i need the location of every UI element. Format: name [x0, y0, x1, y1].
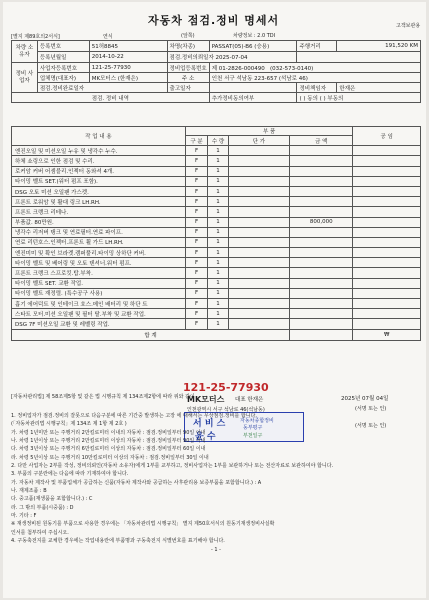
row-amount [290, 268, 353, 278]
col-amount-header: 금 액 [290, 136, 353, 146]
row-unit-price [228, 207, 289, 217]
signature-1: (서명 또는 인) [355, 406, 387, 412]
mechanic-label: 정비책임자 [297, 83, 337, 93]
row-description: 흡기 에어덕트 및 인테이크 호스.메인 배터리 및 하단 트 [12, 299, 186, 309]
work-items-body [12, 146, 421, 329]
row-amount [290, 319, 353, 329]
serial-label: 연식 [103, 34, 113, 40]
row-description: 타이밍 벨트 SET. 교환 작업. [12, 278, 186, 288]
work-items-table [11, 126, 421, 341]
seal-line-2: 자동차종합정비 [240, 418, 274, 424]
row-labor [353, 146, 421, 156]
table-row [12, 207, 421, 217]
row-quantity: 1 [208, 227, 228, 237]
row-quantity: 1 [208, 237, 228, 247]
total-mark: ₩ [353, 329, 421, 340]
row-amount [290, 237, 353, 247]
row-labor [353, 319, 421, 329]
table-row [12, 146, 421, 156]
row-amount [290, 248, 353, 258]
row-category: F [185, 227, 207, 237]
plate-value: 51허8845 [89, 41, 167, 52]
note-line: 나. 차령 1년이상 또는 주행거리 2만킬로미터 이상의 자동차 : 점검.정비일부터 90일 이내 [11, 438, 206, 445]
shopreg-value: 제 01-2826-000490 [211, 65, 265, 72]
bizno-label: 사업자등록번호 [37, 63, 89, 73]
row-category: F [185, 268, 207, 278]
note-line: 2. 다만 사업자는 2부를 작성, 정비의뢰인(자동차 소유자)에게 1부를 교부하고, 정비사업자는 1부를 보관하거나 또는 전산자료로 보관하여야 합니다. [11, 463, 334, 470]
row-description: 엔진오일 및 미션오일 누유 및 냉각수 누수. [12, 146, 186, 156]
row-description: 프론트 크랭크 리테나. [12, 207, 186, 217]
addl-consent-label: 추가정비동의여부 [209, 93, 297, 103]
row-quantity: 1 [208, 186, 228, 196]
rep-stamp: 대표 한재은 [235, 397, 264, 403]
note-line: 가. 자동차 제작사 및 부품업체가 공급하는 신품(자동차 제작사와 공급하는 사후관리용 보증부품을 포함합니다.) : A [11, 479, 262, 486]
legal-caption: [자동차관리법] 제 58조제5항 및 같은 법 시행규칙 제 134조제2항에 따라 위와 같이 [11, 394, 195, 400]
row-description: 프론트 크랭크 스프로킷.탑.부착. [12, 268, 186, 278]
row-category: F [185, 248, 207, 258]
reg-date-label: 등록년월일 [37, 52, 89, 63]
row-unit-price [228, 268, 289, 278]
note-line: 마. 기타 : F [11, 513, 37, 520]
row-amount [290, 186, 353, 196]
row-labor [353, 268, 421, 278]
request-date-value: 2025-07-04 [215, 55, 248, 61]
document-title: 자동차 점검.정비 명세서 [148, 14, 280, 27]
row-labor [353, 166, 421, 176]
row-labor [353, 278, 421, 288]
col-unit-header: 단 가 [228, 136, 289, 146]
content-label: 점검. 정비 내역 [12, 93, 210, 103]
table-row [12, 258, 421, 268]
note-line: 나. 재제조품 : B [11, 488, 47, 495]
row-category: F [185, 156, 207, 166]
row-category: F [185, 299, 207, 309]
row-quantity: 1 [208, 248, 228, 258]
plate-label: 등록번호 [37, 41, 89, 52]
note-line: 라. 차령 5년이상 또는 주행거리 10만킬로미터 이상의 자동차 : 점검.정비일부터 30일 이내 [11, 454, 209, 461]
row-description: DSG 오토 미션 오일팬 가스켓. [12, 186, 186, 196]
signature-2: (서명 또는 인) [355, 423, 387, 429]
note-line: 1. 정비업자가 점검.정비의 잘못으로 다음구분에 따른 기간중 발생하는 고장 에 대해서는 무상점검.정비를 합니다. [11, 413, 257, 419]
row-category: F [185, 146, 207, 156]
corner-tag: 고객보관용 [396, 23, 421, 29]
row-amount [290, 278, 353, 288]
shop-section-label: 정비 사업자 [12, 63, 38, 93]
row-labor [353, 186, 421, 196]
note-line: 3. 부품의 구분란에는 다음에 따라 기재하여야 합니다. [11, 471, 129, 478]
row-category: F [185, 207, 207, 217]
company-value: MK모터스 (한재은) [89, 73, 167, 83]
row-unit-price [228, 288, 289, 298]
row-labor [353, 258, 421, 268]
exit-date-label: 출고일자 [167, 83, 209, 93]
row-labor [353, 156, 421, 166]
row-unit-price [228, 258, 289, 268]
row-quantity: 1 [208, 258, 228, 268]
row-description: 타이밍 벨트 재정렬. (특수공구 사용) [12, 288, 186, 298]
row-category: F [185, 237, 207, 247]
table-row [12, 248, 421, 258]
header-info-table [11, 40, 421, 103]
col-work-header: 작 업 내 용 [12, 127, 186, 146]
request-date-label: 점검.정비의뢰일자 [169, 55, 214, 61]
company-label: 업체명(대표자) [37, 73, 89, 83]
table-row [12, 237, 421, 247]
note-line: (「자동차관리법 시행규칙」제 134조 제 1항 제 2호 ) [11, 421, 127, 428]
seal-line-4: 윤 수 [195, 432, 216, 442]
table-row [12, 197, 421, 207]
row-labor [353, 288, 421, 298]
table-row [12, 268, 421, 278]
row-unit-price [228, 309, 289, 319]
shopreg-field [209, 63, 420, 73]
row-amount [290, 197, 353, 207]
note-line: - 1 - [211, 546, 221, 553]
col-cat-header: 구 분 [185, 136, 207, 146]
table-row [12, 156, 421, 166]
row-unit-price [228, 319, 289, 329]
row-quantity: 1 [208, 217, 228, 227]
row-quantity: 1 [208, 207, 228, 217]
row-labor [353, 237, 421, 247]
note-line: 인서를 첨부하여 주십시오. [11, 529, 69, 536]
shop-phone: (032-573-0140) [269, 65, 314, 72]
note-line: 다. 차령 3년이상 또는 주행거리 6만킬로미터 이상의 자동차 : 점검.정비일부터 60일 이내 [11, 446, 206, 453]
row-unit-price [228, 197, 289, 207]
table-row [12, 309, 421, 319]
row-quantity: 1 [208, 288, 228, 298]
table-row [12, 288, 421, 298]
table-row [12, 299, 421, 309]
row-unit-price [228, 176, 289, 186]
total-label: 합 계 [12, 329, 290, 340]
row-labor [353, 176, 421, 186]
row-amount [290, 207, 353, 217]
row-category: F [185, 217, 207, 227]
row-unit-price [228, 237, 289, 247]
address-label: 주 소 [167, 73, 209, 83]
row-labor [353, 309, 421, 319]
service-statement-document [3, 2, 426, 598]
table-row [12, 319, 421, 329]
row-quantity: 1 [208, 268, 228, 278]
row-category: F [185, 197, 207, 207]
row-category: F [185, 258, 207, 268]
address-value: 인천 서구 석남동 223-657 (석남로 46) [209, 73, 420, 83]
row-labor [353, 197, 421, 207]
row-unit-price [228, 248, 289, 258]
reg-date-value: 2014-10-22 [89, 52, 167, 63]
row-description: 타이밍 벨트 SET.(워터 펌프 포함). [12, 176, 186, 186]
company-stamp: MK모터스 [187, 395, 225, 404]
address-stamp: 인천광역시 서구 석남로 46(석남동) [187, 407, 265, 413]
seal-line-1: 서 비 스 [193, 419, 226, 429]
shopreg-label: 정비업등록번호 [167, 63, 209, 73]
row-quantity: 1 [208, 176, 228, 186]
note-line: 라. 그 밖의 부품(시중품) : D [11, 504, 74, 511]
table-row [12, 217, 421, 227]
col-qty-header: 수 량 [208, 136, 228, 146]
row-amount: 800,000 [290, 217, 353, 227]
row-quantity: 1 [208, 146, 228, 156]
row-description: 연료 리턴호스.인젝터.프론트 휠 가드 LH.RH. [12, 237, 186, 247]
row-unit-price [228, 166, 289, 176]
row-labor [353, 207, 421, 217]
addl-consent-value: ( ) 동의 ( ) 부동의 [297, 93, 421, 103]
completion-date-label: 점검.정비완료일자 [37, 83, 167, 93]
note-line: 4. 구동축전지를 교체한 경우에는 작업내용란에 부품명과 구동축전지 식별번호를 표기해야 합니다. [11, 538, 225, 545]
row-unit-price [228, 186, 289, 196]
row-amount [290, 146, 353, 156]
note-line: 다. 중고품(재생품을 포함합니다.) : C [11, 496, 93, 503]
mileage-value: 191,520 KM [337, 41, 421, 52]
row-amount [290, 176, 353, 186]
seal-line-3: 동부평구 [243, 425, 263, 431]
table-row [12, 227, 421, 237]
row-labor [353, 217, 421, 227]
notes-section [11, 412, 421, 554]
model-value: PASSAT(05)-B6 (승용) [209, 41, 297, 52]
table-row [12, 166, 421, 176]
form-number: [별지 제89호의2서식] [11, 34, 60, 40]
row-category: F [185, 288, 207, 298]
row-unit-price [228, 227, 289, 237]
model-label: 차명(차종) [167, 41, 209, 52]
request-date-field [167, 52, 297, 63]
table-row [12, 278, 421, 288]
note-line: ※ 재생정비된 원동기를 부품으로 사용한 경우에는 「자동차관리법 시행규칙」 별지 제50호서식의 원동기재생정비사실확 [11, 521, 275, 528]
sign-date: 2025년 07월 04일 [341, 396, 389, 402]
owner-section-label: 차량 소유자 [12, 41, 38, 63]
vehicle-info: 차량정보 : 2.0 TDI [233, 33, 276, 39]
row-quantity: 1 [208, 309, 228, 319]
row-unit-price [228, 156, 289, 166]
row-category: F [185, 176, 207, 186]
row-description: 스타트 모터.미션 오일팬 및 필터 탈.부착 및 교환 작업. [12, 309, 186, 319]
row-quantity: 1 [208, 156, 228, 166]
row-category: F [185, 186, 207, 196]
note-line: 가. 차령 1년미만 또는 주행거리 2만킬로미터 이내의 자동차 : 점검.정비일부터 90일 이내 [11, 429, 206, 436]
row-quantity: 1 [208, 299, 228, 309]
row-description: 로커암 커버 어셈블리.인젝터 동와셔 4개. [12, 166, 186, 176]
row-amount [290, 227, 353, 237]
row-labor [353, 299, 421, 309]
row-category: F [185, 278, 207, 288]
page-side: (앞쪽) [181, 33, 195, 39]
row-quantity: 1 [208, 166, 228, 176]
mechanic-value: 한재은 [337, 83, 421, 93]
row-unit-price [228, 146, 289, 156]
row-amount [290, 156, 353, 166]
row-description: DSG 7F 미션오일 교환 및 레벨링 작업. [12, 319, 186, 329]
seal-line-5: 부천일구 [243, 433, 263, 439]
row-labor [353, 248, 421, 258]
row-quantity: 1 [208, 278, 228, 288]
col-labor-header: 공 임 [353, 127, 421, 146]
row-amount [290, 288, 353, 298]
row-unit-price [228, 217, 289, 227]
row-category: F [185, 166, 207, 176]
row-amount [290, 258, 353, 268]
row-category: F [185, 309, 207, 319]
table-row [12, 186, 421, 196]
row-unit-price [228, 278, 289, 288]
row-description: 프론트 로워암 및 활대 링크 LH.RH. [12, 197, 186, 207]
mileage-label: 주행거리 [297, 41, 337, 52]
row-description: 하체 쇼링으로 인한 점검 및 수리. [12, 156, 186, 166]
row-amount [290, 309, 353, 319]
col-parts-header: 부 품 [185, 127, 353, 136]
row-description: 냉각수 리저버 탱크 및 연료필터.연료 파이프. [12, 227, 186, 237]
row-labor [353, 227, 421, 237]
row-description: 부품값. 80만원. [12, 217, 186, 227]
row-category: F [185, 319, 207, 329]
row-amount [290, 299, 353, 309]
row-unit-price [228, 299, 289, 309]
row-description: 타이밍 벨트 및 베어링 및 오토 텐셔너.워터 펌프. [12, 258, 186, 268]
bizno-stamp: 121-25-77930 [183, 381, 269, 394]
row-description: 엔진미미 및 확인 브라켓.캠퍼풀리.타이밍 상하단 커버. [12, 248, 186, 258]
bizno-value: 121-25-77930 [89, 63, 167, 73]
row-amount [290, 166, 353, 176]
table-row [12, 176, 421, 186]
row-quantity: 1 [208, 319, 228, 329]
row-quantity: 1 [208, 197, 228, 207]
